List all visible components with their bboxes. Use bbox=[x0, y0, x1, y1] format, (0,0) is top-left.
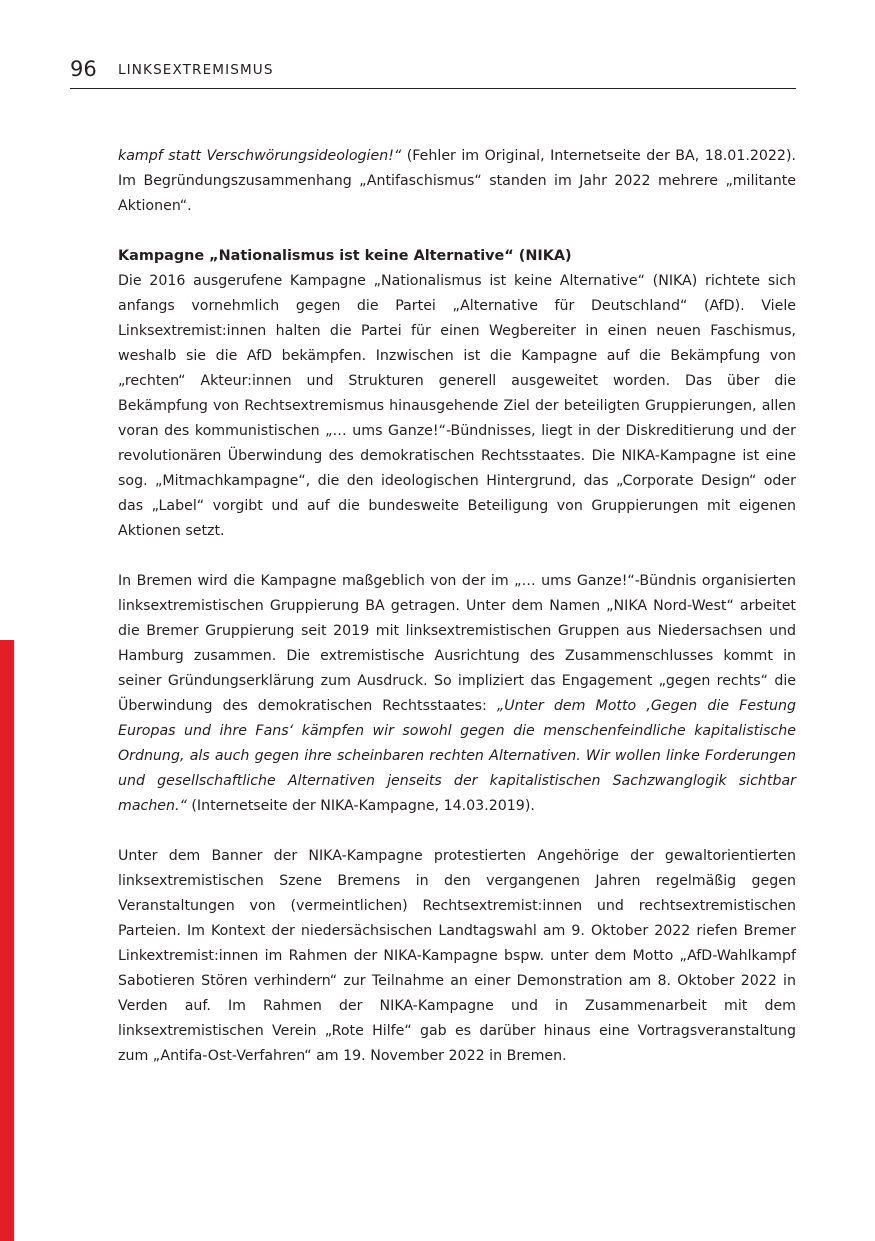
page-body bbox=[118, 144, 796, 1069]
page-number: 96 bbox=[70, 57, 97, 81]
paragraph-bremen bbox=[118, 569, 796, 819]
paragraph-text: In Bremen wird die Kampagne maßgeblich von der im „… ums Ganze!“-Bündnis organisierten linksextremistischen Gruppierung BA getragen. Unter dem Namen „NIKA Nord-West“ arbeitet die Bremer Gruppierung seit 2019 mit linksextremistischen Gruppen aus Niedersachsen und Hamburg zusammen. Die extremistische Ausrichtung des Zusammenschlusses kommt in seiner Gründungserklärung zum Ausdruck. So impliziert das Engagement „gegen rechts“ die Überwindung des demokratischen Rechtsstaates: bbox=[118, 573, 796, 714]
running-header bbox=[70, 56, 796, 89]
quote-source: (Internetseite der NIKA-Kampagne, 14.03.2019). bbox=[186, 798, 535, 814]
quote-fragment: kampf statt Verschwörungsideologien!“ bbox=[118, 148, 402, 164]
running-header-title: LINKSEXTREMISMUS bbox=[118, 62, 274, 78]
quote-text: „Unter dem Motto ‚Gegen die Festung Europas und ihre Fans‘ kämpfen wir sowohl gegen die menschenfeindliche kapitalistische Ordnung, als auch gegen ihre scheinbaren rechten Alternativen. Wir wollen linke Forderungen und gesellschaftliche Alternativen jenseits der kapitalistischen Sachzwanglogik sichtbar machen.“ bbox=[118, 698, 796, 814]
chapter-marker-bar bbox=[0, 640, 14, 1241]
section-heading: Kampagne „Nationalismus ist keine Alternative“ (NIKA) bbox=[118, 248, 572, 264]
paragraph-gap bbox=[118, 544, 796, 569]
paragraph-campaign-intro: Die 2016 ausgerufene Kampagne „Nationalismus ist keine Alternative“ (NIKA) richtete sich anfangs vornehmlich gegen die Partei „Alternative für Deutschland“ (AfD). Viele Linksextremist:innen halten die Partei für einen Wegbereiter in einen neuen Faschismus, weshalb sie die AfD bekämpfen. Inzwischen ist die Kampagne auf die Bekämpfung von „rechten“ Akteur:innen und Strukturen generell ausgeweitet worden. Das über die Bekämpfung von Rechtsextremismus hinausgehende Ziel der beteiligten Gruppierungen, allen voran des kommunistischen „… ums Ganze!“-Bündnisses, liegt in der Diskreditierung und der revolutionären Überwindung des demokratischen Rechtsstaates. Die NIKA-Kampagne ist eine sog. „Mitmachkampagne“, die den ideologischen Hintergrund, das „Corporate Design“ oder das „Label“ vorgibt und auf die bundesweite Beteiligung von Gruppierungen mit eigenen Aktionen setzt. bbox=[118, 273, 796, 539]
paragraph-continuation bbox=[118, 144, 796, 219]
paragraph-text: (Fehler im Original, Internetseite der BA, 18.01.2022). Im Begründungszusammenhang „Antifaschismus“ standen im Jahr 2022 mehrere „militante Aktionen“. bbox=[118, 148, 797, 214]
paragraph-protests: Unter dem Banner der NIKA-Kampagne protestierten Angehörige der gewaltorientierten linksextremistischen Szene Bremens in den vergangenen Jahren regelmäßig gegen Veranstaltungen von (vermeintlichen) Rechtsextremist:innen und rechtsextremistischen Parteien. Im Kontext der niedersächsischen Landtagswahl am 9. Oktober 2022 riefen Bremer Linkextremist:innen im Rahmen der NIKA-Kampagne bspw. unter dem Motto „AfD-Wahlkampf Sabotieren Stören verhindern“ zur Teilnahme an einer Demonstration am 8. Oktober 2022 in Verden auf. Im Rahmen der NIKA-Kampagne und in Zusammenarbeit mit dem linksextremistischen Verein „Rote Hilfe“ gab es darüber hinaus eine Vortragsveranstaltung zum „Antifa-Ost-Verfahren“ am 19. November 2022 in Bremen. bbox=[118, 848, 796, 1064]
paragraph-gap bbox=[118, 219, 796, 244]
paragraph-gap bbox=[118, 819, 796, 844]
